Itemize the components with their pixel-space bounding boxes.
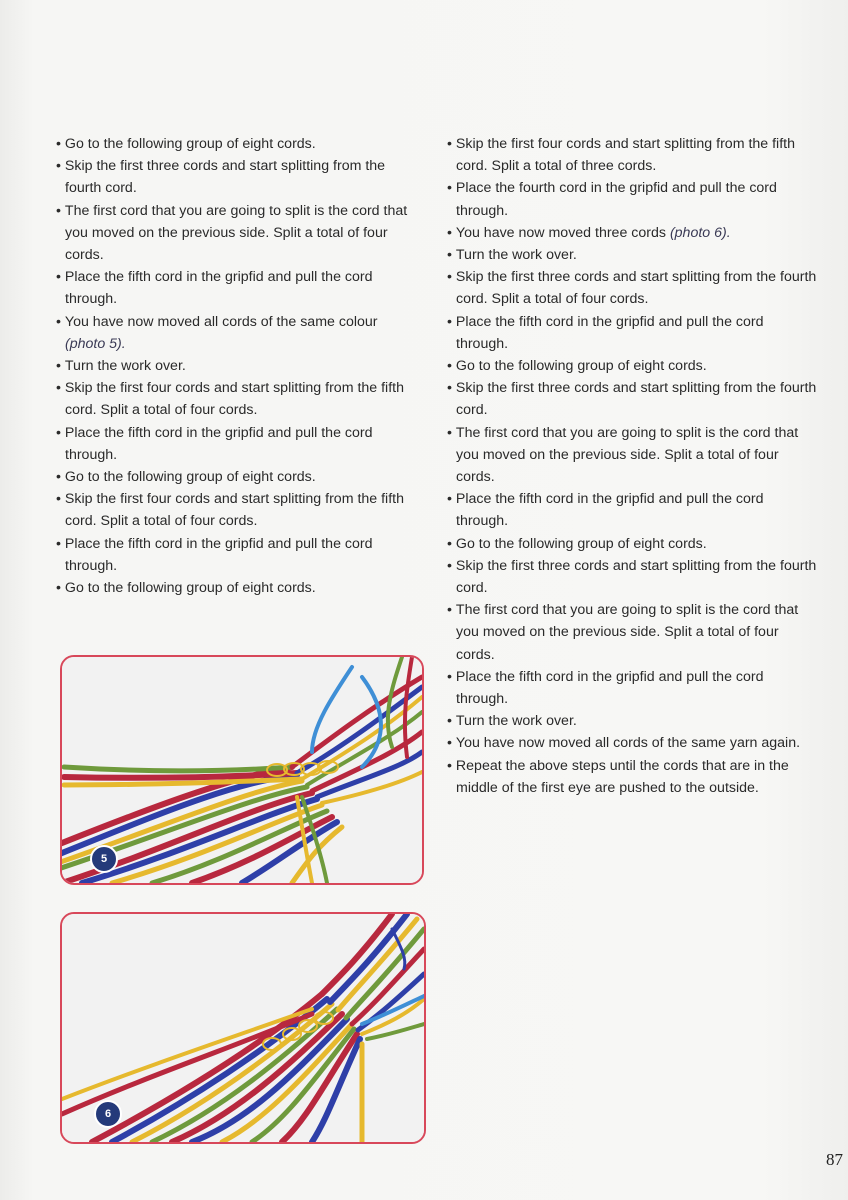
instruction-step: • Skip the first three cords and start splitting from the fourth cord. (56, 155, 416, 199)
instruction-step: • Skip the first four cords and start splitting from the fifth cord. Split a total of four cords. (56, 488, 416, 532)
instruction-step: • Place the fifth cord in the gripfid and pull the cord through. (447, 488, 817, 532)
instruction-step: • Repeat the above steps until the cords that are in the middle of the first eye are pushed to the outside. (447, 755, 817, 799)
instruction-step: • The first cord that you are going to split is the cord that you moved on the previous side. Split a total of four cords. (447, 422, 817, 489)
photo-6 (60, 912, 426, 1144)
instruction-step: • Turn the work over. (447, 244, 817, 266)
instruction-step: • The first cord that you are going to split is the cord that you moved on the previous side. Split a total of four cords. (56, 200, 416, 267)
instruction-step: • Place the fifth cord in the gripfid and pull the cord through. (56, 533, 416, 577)
instruction-step: • Go to the following group of eight cords. (56, 577, 416, 599)
instruction-step: • Go to the following group of eight cords. (56, 133, 416, 155)
instruction-step: • You have now moved all cords of the same colour (photo 5). (56, 311, 416, 355)
instruction-step: • Place the fifth cord in the gripfid and pull the cord through. (56, 266, 416, 310)
instructions-right-column (447, 133, 817, 799)
instruction-step: • Go to the following group of eight cords. (447, 355, 817, 377)
instructions-left-column (56, 133, 416, 599)
instruction-step: • Turn the work over. (56, 355, 416, 377)
instruction-step: • Skip the first three cords and start splitting from the fourth cord. Split a total of four cords. (447, 266, 817, 310)
photo-number-badge: 6 (94, 1100, 122, 1128)
braid-photo-5-illustration (62, 657, 422, 883)
photo-reference: (photo 5). (65, 335, 126, 352)
instruction-step: • Place the fifth cord in the gripfid and pull the cord through. (447, 666, 817, 710)
photo-reference: (photo 6). (669, 224, 731, 241)
instruction-step: • Go to the following group of eight cords. (56, 466, 416, 488)
photo-5 (60, 655, 424, 885)
instruction-step: • Skip the first four cords and start splitting from the fifth cord. Split a total of three cords. (447, 133, 817, 177)
instruction-step: • Place the fifth cord in the gripfid and pull the cord through. (447, 311, 817, 355)
page-number: 87 (826, 1150, 843, 1169)
instruction-step: • You have now moved three cords (photo 6). (447, 222, 817, 244)
instruction-step: • Place the fifth cord in the gripfid and pull the cord through. (56, 422, 416, 466)
instruction-step: • The first cord that you are going to split is the cord that you moved on the previous side. Split a total of four cords. (447, 599, 817, 666)
instruction-step: • Skip the first three cords and start splitting from the fourth cord. (447, 555, 817, 599)
instruction-step: • You have now moved all cords of the same yarn again. (447, 732, 817, 754)
photo-number-badge: 5 (90, 845, 118, 873)
instruction-step: • Go to the following group of eight cords. (447, 533, 817, 555)
instruction-step: • Skip the first four cords and start splitting from the fifth cord. Split a total of four cords. (56, 377, 416, 421)
instruction-step: • Skip the first three cords and start splitting from the fourth cord. (447, 377, 817, 421)
instruction-step: • Place the fourth cord in the gripfid and pull the cord through. (447, 177, 817, 221)
instruction-step: • Turn the work over. (447, 710, 817, 732)
